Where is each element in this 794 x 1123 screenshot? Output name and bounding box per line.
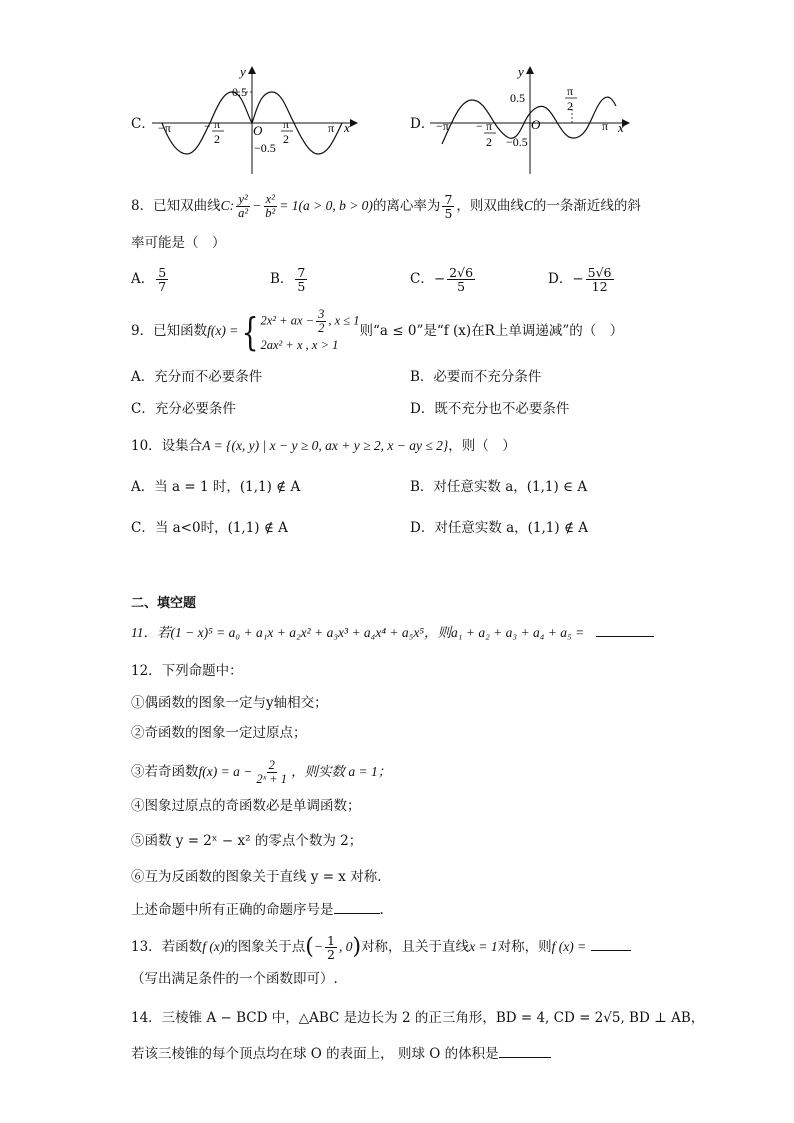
- graph-d-half-pi-den: 2: [567, 99, 573, 113]
- q13-stem: 13．若函数f (x)的图象关于点(− $\frac{1}{2}$ , 0)对称，且关于直线x = 1对称，则f (x) =: [131, 934, 631, 961]
- q10-option-c[interactable]: C．当 a<0时，(1,1) ∉ A: [131, 520, 288, 536]
- q14-line2: 若该三棱锥的每个顶点均在球 O 的表面上， 则球 O 的体积是: [131, 1045, 551, 1063]
- q10-option-a[interactable]: A．当 a = 1 时，(1,1) ∉ A: [131, 479, 301, 495]
- option-c-label: C．: [131, 116, 155, 132]
- graph-c-y-label: y: [240, 64, 246, 79]
- q9-option-c[interactable]: C．充分必要条件: [131, 401, 236, 417]
- q10-stem: 10．设集合A = {(x, y) | x − y ≥ 0, ax + y ≥ 2, x − ay ≤ 2}，则（ ）: [131, 438, 516, 454]
- graph-c-half-pi-num: π: [283, 117, 290, 131]
- q12-item-5: ⑤函数 y = 2ˣ − x² 的零点个数为 2；: [131, 833, 363, 849]
- graph-d-top-tick: 0.5: [510, 91, 525, 105]
- q8-option-a[interactable]: A． $\frac{5}{7}$: [131, 265, 167, 294]
- graph-c-neg-sign: −: [204, 119, 211, 133]
- q13-answer-blank[interactable]: [591, 950, 631, 951]
- graph-option-c: [152, 62, 362, 178]
- graph-c-neg-half-pi-den: 2: [214, 132, 220, 146]
- option-d-label: D．: [410, 116, 435, 132]
- q9-option-d[interactable]: D．既不充分也不必要条件: [410, 401, 570, 417]
- graph-c-right-tick: π: [328, 121, 335, 135]
- q11-stem: 11．若(1 − x)⁵ = a₀ + a₁x + a₂x² + a₃x³ + a₄x⁴ + a₅x⁵，则a₁ + a₂ + a₃ + a₄ + a₅ =: [131, 624, 654, 642]
- q9-option-a[interactable]: A．充分而不必要条件: [131, 369, 263, 385]
- q10-option-d[interactable]: D．对任意实数 a，(1,1) ∉ A: [410, 520, 588, 536]
- graph-c-left-tick: −π: [158, 121, 171, 135]
- q9-stem: 9．已知函数f(x) = { 2x² + ax − $\frac{3}{2}$ , x ≤ 1 2ax² + x , x > 1 则“a ≤ 0”是“f (x)在R上单调递减”的（ ）: [131, 307, 624, 354]
- q10-option-b[interactable]: B．对任意实数 a，(1,1) ∈ A: [410, 479, 588, 495]
- q8-option-c[interactable]: C．− $\frac{2√6}{5}$: [410, 265, 474, 294]
- graph-d-origin: O: [531, 117, 541, 132]
- q11-answer-blank[interactable]: [596, 636, 654, 637]
- q8-option-b[interactable]: B． $\frac{7}{5}$: [270, 265, 306, 294]
- graph-d-y-label: y: [518, 64, 524, 79]
- q12-item-6: ⑥互为反函数的图象关于直线 y = x 对称.: [131, 869, 382, 885]
- q14-answer-blank[interactable]: [499, 1057, 551, 1058]
- graph-d-neg-sign: −: [476, 119, 483, 133]
- graph-d-neg-half-pi-num: π: [486, 119, 493, 133]
- q9-piecewise: { 2x² + ax − $\frac{3}{2}$ , x ≤ 1 2ax² + x , x > 1: [241, 307, 360, 354]
- q12-item-2: ②奇函数的图象一定过原点；: [131, 725, 307, 741]
- q12-stem: 12．下列命题中：: [131, 663, 243, 679]
- q12-item-4: ④图象过原点的奇函数必是单调函数；: [131, 798, 361, 814]
- q8-stem-line2: 率可能是（ ）: [131, 235, 226, 251]
- q12-item-1: ①偶函数的图象一定与y轴相交；: [131, 695, 328, 711]
- q14-line1: 14．三棱锥 A − BCD 中，△ABC 是边长为 2 的正三角形，BD = 4, CD = 2√5, BD ⊥ AB，: [131, 1010, 705, 1026]
- q12-answer-blank[interactable]: [334, 913, 380, 914]
- graph-c-y-arrow: [248, 66, 256, 74]
- graph-c-top-tick: 0.5: [232, 85, 247, 99]
- q8-stem: 8．已知双曲线C: $\frac{\text{y²}}{\text{a²}}$ − $\frac{\text{x²}}{\text{b²}}$ = 1(a > 0, b > 0)的离心率为 $\frac{7}{5}$ ，则双曲线C的一条渐近线的斜: [131, 192, 641, 221]
- q12-item-3: ③若奇函数f(x) = a − $\frac{2}{\text{2ˣ + 1}}$ ，则实数 a = 1；: [131, 758, 392, 786]
- q13-note: （写出满足条件的一个函数即可）.: [131, 971, 338, 987]
- q8-option-d[interactable]: D．− $\frac{5√6}{12}$: [548, 265, 612, 294]
- graph-c-origin: O: [253, 123, 263, 138]
- graph-d-neg-half-pi-den: 2: [486, 135, 492, 149]
- graph-c-neg-half-pi-num: π: [214, 117, 221, 131]
- graph-d-left-tick: −π: [436, 119, 449, 133]
- graph-c-x-arrow: [350, 119, 358, 127]
- graph-d-half-pi-num: π: [567, 84, 574, 98]
- section-fill-in-title: 二、填空题: [131, 596, 197, 611]
- graph-option-d: [430, 62, 635, 178]
- q9-option-b[interactable]: B．必要而不充分条件: [410, 369, 542, 385]
- graph-d-y-arrow: [526, 66, 534, 74]
- q9-brace: {: [241, 309, 259, 354]
- graph-d-curve: [442, 97, 616, 144]
- graph-c-half-pi-den: 2: [283, 132, 289, 146]
- q12-ending: 上述命题中所有正确的命题序号是 .: [131, 902, 384, 918]
- graph-c-x-label: x: [344, 120, 350, 135]
- graph-d-right-tick: π: [602, 119, 609, 133]
- graph-d-bottom-tick: −0.5: [506, 135, 528, 149]
- graph-d-x-label: x: [618, 120, 624, 135]
- graph-c-bottom-tick: −0.5: [254, 141, 276, 155]
